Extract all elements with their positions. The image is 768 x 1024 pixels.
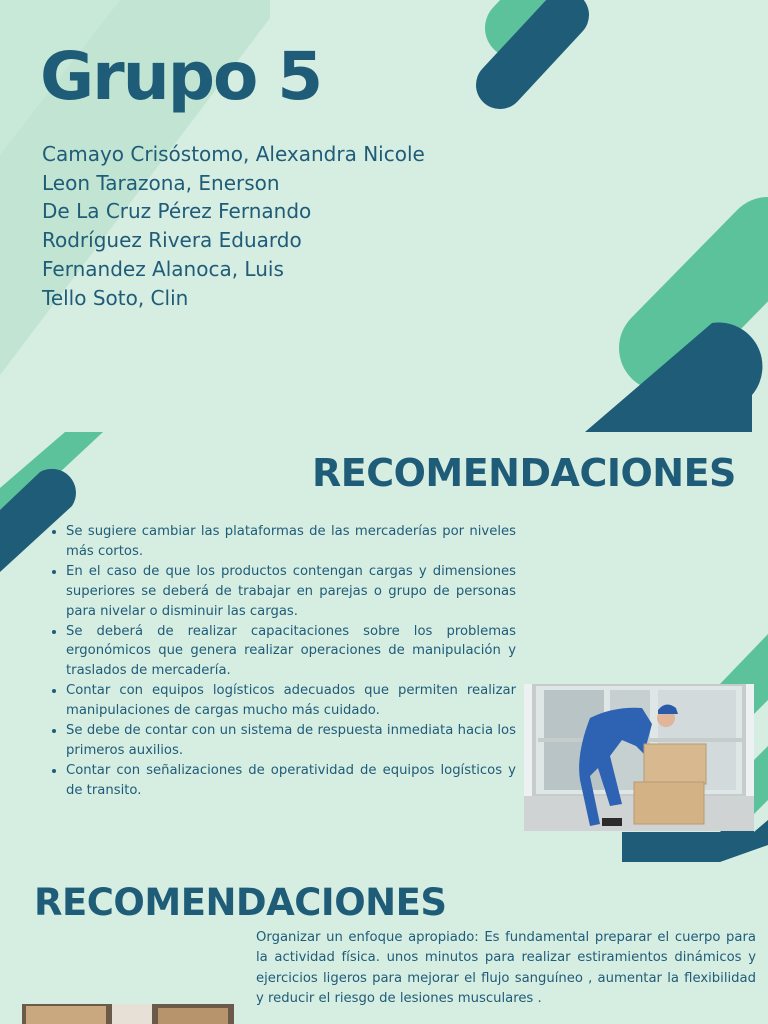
recommendation-item: • Se sugiere cambiar las plataformas de las mercaderías por niveles más cortos. — [66, 522, 516, 562]
section-heading-recomendaciones-1: RECOMENDACIONES — [312, 451, 736, 495]
cardboard-boxes-photo — [22, 1004, 234, 1024]
page-title: Grupo 5 — [40, 38, 322, 115]
recommendation-item: • Contar con equipos logísticos adecuados que permiten realizar manipulaciones de cargas mucho más cuidado. — [66, 681, 516, 721]
recommendation-item: • Se deberá de realizar capacitaciones sobre los problemas ergonómicos que genera realizar operaciones de manipulación y traslados de mercadería. — [66, 622, 516, 682]
member-name: Camayo Crisóstomo, Alexandra Nicole — [42, 142, 425, 166]
member-list — [42, 140, 425, 312]
recommendations-list — [48, 522, 516, 801]
member-name: Leon Tarazona, Enerson — [42, 170, 280, 195]
member-name: Rodríguez Rivera Eduardo — [42, 228, 302, 253]
section-heading-recomendaciones-2: RECOMENDACIONES — [34, 881, 447, 924]
recommendation-item: • En el caso de que los productos contengan cargas y dimensiones superiores se deberá de trabajar en parejas o grupo de personas para nivelar o disminuir las cargas. — [66, 562, 516, 622]
worker-lifting-box-photo — [524, 684, 754, 831]
recommendation-paragraph: Organizar un enfoque apropiado: Es fundamental preparar el cuerpo para la actividad física. unos minutos para realizar estiramientos dinámicos y ejercicios ligeros para mejorar el flujo sanguíneo , aumentar la flexibilidad y reducir el riesgo de lesiones musculares . — [256, 930, 756, 1007]
recommendation-item: • Se debe de contar con un sistema de respuesta inmediata hacia los primeros auxilios. — [66, 721, 516, 761]
member-name: De La Cruz Pérez Fernando — [42, 199, 312, 224]
member-name: Tello Soto, Clin — [42, 285, 189, 310]
recommendation-item: • Contar con señalizaciones de operatividad de equipos logísticos y de transito. — [66, 761, 516, 801]
member-name: Fernandez Alanoca, Luis — [42, 256, 284, 281]
